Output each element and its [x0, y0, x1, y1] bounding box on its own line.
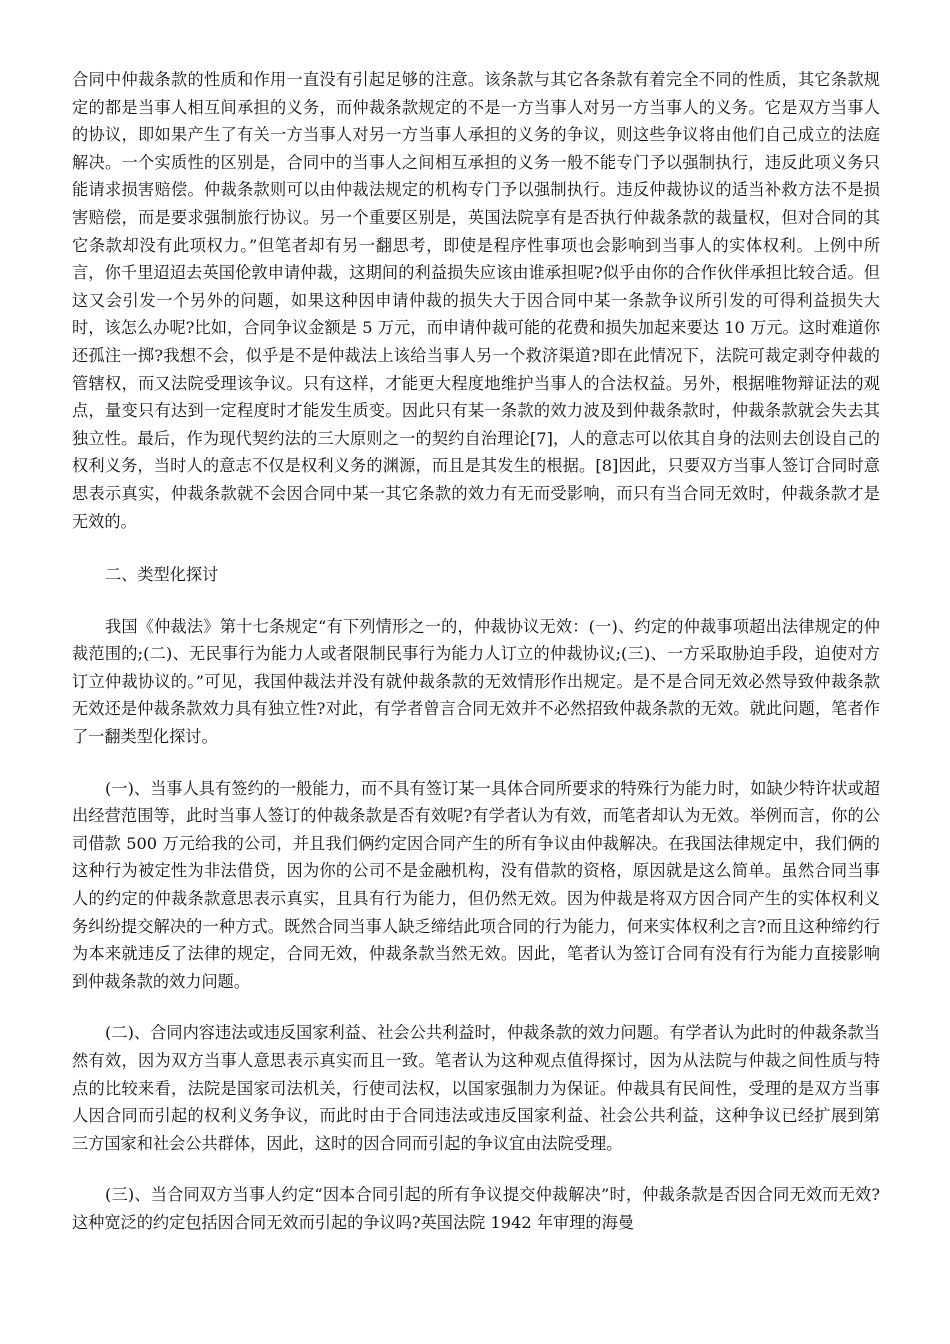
- body-paragraph-1: 合同中仲裁条款的性质和作用一直没有引起足够的注意。该条款与其它各条款有着完全不同的性质，其它条款规定的都是当事人相互间承担的义务，而仲裁条款规定的不是一方当事人对另一方当事人的义务。它是双方当事人的协议，即如果产生了有关一方当事人对另一方当事人承担的义务的争议，则这些争议将由他们自己成立的法庭解决。一个实质性的区别是，合同中的当事人之间相互承担的义务一般不能专门予以强制执行，违反此项义务只能请求损害赔偿。仲裁条款则可以由仲裁法规定的机构专门予以强制执行。违反仲裁协议的适当补救方法不是损害赔偿，而是要求强制旅行协议。另一个重要区别是，英国法院享有是否执行仲裁条款的裁量权，但对合同的其它条款却没有此项权力。”但笔者却有另一翻思考，即使是程序性事项也会影响到当事人的实体权利。上例中所言，你千里迢迢去英国伦敦申请仲裁，这期间的利益损失应该由谁承担呢?似乎由你的合作伙伴承担比较合适。但这又会引发一个另外的问题，如果这种因申请仲裁的损失大于因合同中某一条款争议所引发的可得利益损失大时，该怎么办呢?比如，合同争议金额是 5 万元，而申请仲裁可能的花费和损失加起来要达 10 万元。这时难道你还孤注一掷?我想不会，似乎是不是仲裁法上该给当事人另一个救济渠道?即在此情况下，法院可裁定剥夺仲裁的管辖权，而又法院受理该争议。只有这样，才能更大程度地维护当事人的合法权益。另外，根据唯物辩证法的观点，量变只有达到一定程度时才能发生质变。因此只有某一条款的效力波及到仲裁条款时，仲裁条款就会失去其独立性。最后，作为现代契约法的三大原则之一的契约自治理论[7]，人的意志可以依其自身的法则去创设自己的权利义务，当时人的意志不仅是权利义务的渊源，而且是其发生的根据。[8]因此，只要双方当事人签订合同时意思表示真实，仲裁条款就不会因合同中某一其它条款的效力有无而受影响，而只有当合同无效时，仲裁条款才是无效的。: [72, 70, 880, 531]
- body-paragraph-3: (一)、当事人具有签约的一般能力，而不具有签订某一具体合同所要求的特殊行为能力时，如缺少特许状或超出经营范围等，此时当事人签订的仲裁条款是否有效呢?有学者认为有效，而笔者却认为无效。举例而言，你的公司借款 500 万元给我的公司，并且我们俩约定因合同产生的所有争议由仲裁解决。在我国法律规定中，我们俩的这种行为被定性为非法借贷，因为你的公司不是金融机构，没有借款的资格，原因就是这么简单。虽然合同当事人的约定的仲裁条款意思表示真实，且具有行为能力，但仍然无效。因为仲裁是将双方因合同产生的实体权利义务纠纷提交解决的一种方式。既然合同当事人缺乏缔结此项合同的行为能力，何来实体权利之言?而且这种缔约行为本来就违反了法律的规定，合同无效，仲裁条款当然无效。因此，笔者认为签订合同有没有行为能力直接影响到仲裁条款的效力问题。: [72, 778, 880, 991]
- section-heading: 二、类型化探讨: [105, 565, 219, 585]
- document-page: [72, 66, 880, 1237]
- body-paragraph-2: 我国《仲裁法》第十七条规定“有下列情形之一的，仲裁协议无效：(一)、约定的仲裁事项超出法律规定的仲裁范围的;(二)、无民事行为能力人或者限制民事行为能力人订立的仲裁协议;(三)、一方采取胁迫手段，迫使对方订立仲裁协议的。”可见，我国仲裁法并没有就仲裁条款的无效情形作出规定。是不是合同无效必然导致仲裁条款无效还是仲裁条款效力具有独立性?对此，有学者曾言合同无效并不必然招致仲裁条款的无效。就此问题，笔者作了一翻类型化探讨。: [72, 616, 880, 747]
- body-paragraph-4: (二)、合同内容违法或违反国家利益、社会公共利益时，仲裁条款的效力问题。有学者认为此时的仲裁条款当然有效，因为双方当事人意思表示真实而且一致。笔者认为这种观点值得探讨，因为从法院与仲裁之间性质与特点的比较来看，法院是国家司法机关，行使司法权，以国家强制力为保证。仲裁具有民间性，受理的是双方当事人因合同而引起的权利义务争议，而此时由于合同违法或违反国家利益、社会公共利益，这种争议已经扩展到第三方国家和社会公共群体，因此，这时的因合同而引起的争议宜由法院受理。: [72, 1023, 880, 1153]
- body-paragraph-5: (三)、当合同双方当事人约定“因本合同引起的所有争议提交仲裁解决”时，仲裁条款是否因合同无效而无效?这种宽泛的约定包括因合同无效而引起的争议吗?英国法院 1942 年审理的海曼: [72, 1185, 880, 1232]
